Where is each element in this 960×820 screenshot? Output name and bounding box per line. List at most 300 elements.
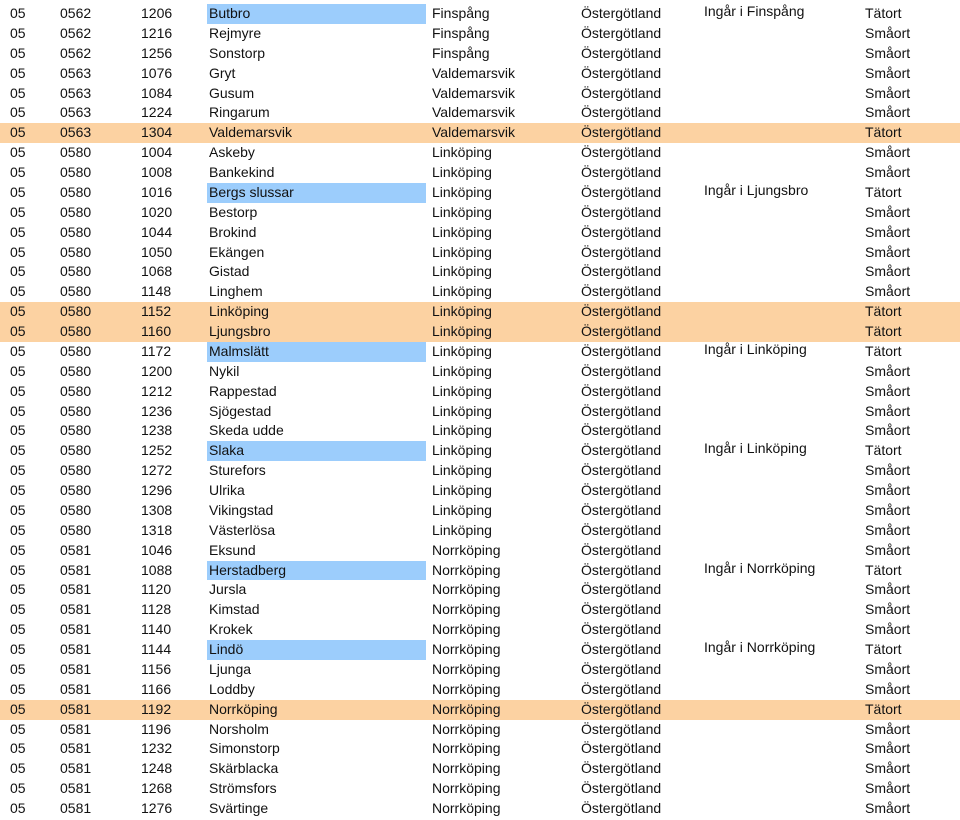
county-cell: Östergötland	[581, 800, 662, 816]
municipality-code-cell: 0580	[60, 442, 92, 459]
locality-type-cell: Tätort	[865, 5, 902, 21]
table-row	[0, 382, 960, 402]
county-code-cell: 05	[10, 521, 26, 538]
county-cell: Östergötland	[581, 501, 662, 518]
municipality-code-cell: 0580	[60, 183, 92, 200]
table-row	[0, 620, 960, 640]
county-cell: Östergötland	[581, 104, 662, 121]
municipality-cell: Linköping	[432, 482, 492, 498]
county-code-cell: 05	[10, 581, 26, 598]
locality-code-cell: 1296	[141, 482, 173, 498]
county-code-cell: 05	[10, 780, 26, 797]
county-code-cell: 05	[10, 144, 26, 161]
county-code-cell: 05	[10, 601, 26, 618]
locality-code-cell: 1076	[141, 64, 173, 81]
locality-code-cell: 1128	[141, 601, 172, 618]
locality-type-cell: Småort	[865, 382, 911, 399]
municipality-cell: Norrköping	[432, 660, 501, 677]
municipality-cell: Linköping	[432, 323, 492, 339]
municipality-cell: Linköping	[432, 501, 492, 518]
county-cell: Östergötland	[581, 243, 662, 260]
county-code-cell: 05	[10, 203, 26, 220]
table-row	[0, 4, 960, 24]
county-cell: Östergötland	[581, 24, 662, 41]
table-row	[0, 322, 960, 342]
county-cell: Östergötland	[581, 84, 662, 101]
table-row	[0, 163, 960, 183]
county-code-cell: 05	[10, 561, 26, 578]
municipality-cell: Valdemarsvik	[432, 64, 515, 81]
locality-code-cell: 1248	[141, 760, 173, 777]
locality-name-cell: Krokek	[209, 621, 253, 638]
table-row	[0, 720, 960, 740]
locality-type-cell: Småort	[865, 482, 911, 498]
locality-name-cell: Herstadberg	[207, 561, 426, 581]
county-code-cell: 05	[10, 382, 26, 399]
county-code-cell: 05	[10, 303, 26, 320]
locality-type-cell: Småort	[865, 462, 911, 479]
county-code-cell: 05	[10, 660, 26, 677]
municipality-code-cell: 0563	[60, 124, 92, 141]
locality-code-cell: 1156	[141, 660, 172, 677]
locality-code-cell: 1088	[141, 561, 173, 578]
municipality-code-cell: 0580	[60, 223, 92, 240]
table-row	[0, 24, 960, 44]
locality-name-cell: Ljunga	[209, 660, 252, 677]
table-row	[0, 600, 960, 620]
county-cell: Östergötland	[581, 641, 662, 657]
county-code-cell: 05	[10, 263, 26, 280]
locality-type-cell: Småort	[865, 84, 911, 101]
county-cell: Östergötland	[581, 64, 662, 81]
locality-type-cell: Tätort	[865, 442, 902, 459]
locality-code-cell: 1272	[141, 462, 173, 479]
locality-name-cell: Valdemarsvik	[209, 124, 292, 141]
table-row	[0, 640, 960, 660]
locality-code-cell: 1166	[141, 680, 172, 697]
locality-code-cell: 1148	[141, 283, 172, 300]
locality-type-cell: Småort	[865, 621, 911, 638]
municipality-code-cell: 0580	[60, 323, 92, 339]
county-cell: Östergötland	[581, 44, 662, 61]
municipality-cell: Linköping	[432, 263, 492, 280]
municipality-code-cell: 0563	[60, 84, 92, 101]
municipality-code-cell: 0580	[60, 243, 92, 260]
note-cell: Ingår i Norrköping	[704, 639, 816, 655]
locality-name-cell: Ringarum	[209, 104, 270, 121]
table-row	[0, 262, 960, 282]
county-code-cell: 05	[10, 501, 26, 518]
locality-code-cell: 1044	[141, 223, 173, 240]
county-cell: Östergötland	[581, 303, 662, 320]
locality-type-cell: Småort	[865, 223, 911, 240]
table-row	[0, 501, 960, 521]
county-cell: Östergötland	[581, 342, 662, 359]
county-cell: Östergötland	[581, 720, 662, 737]
locality-code-cell: 1140	[141, 621, 172, 638]
municipality-cell: Linköping	[432, 382, 492, 399]
municipality-code-cell: 0580	[60, 362, 92, 379]
locality-type-cell: Tätort	[865, 124, 902, 141]
county-code-cell: 05	[10, 442, 26, 459]
table-row	[0, 203, 960, 223]
table-row	[0, 64, 960, 84]
locality-name-cell: Svärtinge	[209, 800, 269, 816]
county-code-cell: 05	[10, 720, 26, 737]
locality-name-cell: Nykil	[209, 362, 240, 379]
municipality-cell: Valdemarsvik	[432, 84, 515, 101]
municipality-code-cell: 0562	[60, 44, 92, 61]
locality-name-cell: Gusum	[209, 84, 255, 101]
county-cell: Östergötland	[581, 382, 662, 399]
table-row	[0, 759, 960, 779]
locality-type-cell: Tätort	[865, 561, 902, 578]
locality-code-cell: 1172	[141, 342, 172, 359]
county-code-cell: 05	[10, 183, 26, 200]
locality-name-cell: Norsholm	[209, 720, 269, 737]
locality-type-cell: Småort	[865, 541, 911, 558]
locality-type-cell: Småort	[865, 501, 911, 518]
locality-name-cell: Sturefors	[209, 462, 266, 479]
municipality-cell: Linköping	[432, 183, 492, 200]
table-row	[0, 481, 960, 501]
county-cell: Östergötland	[581, 521, 662, 538]
table-row	[0, 739, 960, 759]
municipality-cell: Linköping	[432, 243, 492, 260]
locality-code-cell: 1192	[141, 700, 172, 717]
municipality-cell: Norrköping	[432, 680, 501, 697]
county-cell: Östergötland	[581, 402, 662, 419]
locality-type-cell: Småort	[865, 203, 911, 220]
table-row	[0, 700, 960, 720]
locality-name-cell: Bergs slussar	[207, 183, 426, 203]
county-cell: Östergötland	[581, 660, 662, 677]
locality-table	[0, 4, 960, 819]
locality-code-cell: 1212	[141, 382, 173, 399]
county-cell: Östergötland	[581, 700, 662, 717]
locality-code-cell: 1004	[141, 144, 173, 161]
county-code-cell: 05	[10, 621, 26, 638]
municipality-cell: Norrköping	[432, 720, 501, 737]
municipality-code-cell: 0580	[60, 203, 92, 220]
locality-type-cell: Småort	[865, 800, 911, 816]
note-cell: Ingår i Norrköping	[704, 559, 816, 576]
locality-type-cell: Småort	[865, 780, 911, 797]
table-row	[0, 123, 960, 143]
county-cell: Östergötland	[581, 740, 662, 757]
note-cell: Ingår i Finspång	[704, 3, 805, 19]
municipality-code-cell: 0580	[60, 164, 92, 180]
county-code-cell: 05	[10, 243, 26, 260]
county-cell: Östergötland	[581, 442, 662, 459]
locality-type-cell: Småort	[865, 601, 911, 618]
locality-name-cell: Skeda udde	[209, 422, 284, 439]
locality-type-cell: Småort	[865, 164, 911, 180]
locality-name-cell: Ljungsbro	[209, 323, 271, 339]
locality-name-cell: Kimstad	[209, 601, 260, 618]
county-code-cell: 05	[10, 84, 26, 101]
municipality-cell: Linköping	[432, 362, 492, 379]
county-cell: Östergötland	[581, 482, 662, 498]
municipality-cell: Linköping	[432, 144, 492, 161]
county-cell: Östergötland	[581, 760, 662, 777]
county-code-cell: 05	[10, 800, 26, 816]
county-cell: Östergötland	[581, 780, 662, 797]
municipality-code-cell: 0580	[60, 342, 92, 359]
locality-type-cell: Småort	[865, 243, 911, 260]
county-cell: Östergötland	[581, 164, 662, 180]
locality-type-cell: Småort	[865, 263, 911, 280]
county-code-cell: 05	[10, 760, 26, 777]
locality-code-cell: 1200	[141, 362, 173, 379]
county-code-cell: 05	[10, 680, 26, 697]
locality-name-cell: Gryt	[209, 64, 236, 81]
locality-code-cell: 1256	[141, 44, 173, 61]
locality-code-cell: 1016	[141, 183, 173, 200]
municipality-cell: Norrköping	[432, 641, 501, 657]
table-row	[0, 362, 960, 382]
county-code-cell: 05	[10, 462, 26, 479]
county-cell: Östergötland	[581, 680, 662, 697]
locality-name-cell: Bankekind	[209, 164, 275, 180]
municipality-cell: Finspång	[432, 44, 490, 61]
county-cell: Östergötland	[581, 362, 662, 379]
municipality-code-cell: 0581	[60, 720, 92, 737]
municipality-code-cell: 0580	[60, 382, 92, 399]
municipality-code-cell: 0580	[60, 521, 92, 538]
locality-code-cell: 1238	[141, 422, 173, 439]
locality-type-cell: Småort	[865, 660, 911, 677]
municipality-cell: Linköping	[432, 223, 492, 240]
locality-name-cell: Malmslätt	[207, 342, 426, 362]
locality-type-cell: Småort	[865, 422, 911, 439]
municipality-code-cell: 0581	[60, 541, 92, 558]
municipality-code-cell: 0581	[60, 641, 92, 657]
municipality-cell: Norrköping	[432, 740, 501, 757]
county-code-cell: 05	[10, 482, 26, 498]
note-cell: Ingår i Linköping	[704, 440, 807, 457]
county-cell: Östergötland	[581, 621, 662, 638]
county-cell: Östergötland	[581, 183, 662, 200]
municipality-cell: Linköping	[432, 203, 492, 220]
table-row	[0, 183, 960, 203]
locality-type-cell: Småort	[865, 720, 911, 737]
county-code-cell: 05	[10, 402, 26, 419]
locality-name-cell: Vikingstad	[209, 501, 274, 518]
note-cell: Ingår i Ljungsbro	[704, 181, 809, 198]
municipality-code-cell: 0581	[60, 740, 92, 757]
municipality-cell: Linköping	[432, 442, 492, 459]
locality-type-cell: Småort	[865, 402, 911, 419]
table-row	[0, 243, 960, 263]
county-code-cell: 05	[10, 44, 26, 61]
locality-code-cell: 1120	[141, 581, 172, 598]
table-row	[0, 660, 960, 680]
table-row	[0, 282, 960, 302]
county-cell: Östergötland	[581, 541, 662, 558]
locality-code-cell: 1236	[141, 402, 173, 419]
county-code-cell: 05	[10, 24, 26, 41]
municipality-cell: Finspång	[432, 5, 490, 21]
table-row	[0, 342, 960, 362]
locality-name-cell: Norrköping	[209, 700, 278, 717]
locality-type-cell: Tätort	[865, 342, 902, 359]
locality-name-cell: Butbro	[207, 4, 426, 24]
locality-name-cell: Brokind	[209, 223, 257, 240]
municipality-cell: Linköping	[432, 164, 492, 180]
municipality-cell: Linköping	[432, 342, 492, 359]
table-row	[0, 799, 960, 819]
county-code-cell: 05	[10, 283, 26, 300]
locality-type-cell: Småort	[865, 283, 911, 300]
municipality-code-cell: 0581	[60, 601, 92, 618]
locality-type-cell: Småort	[865, 44, 911, 61]
locality-name-cell: Bestorp	[209, 203, 258, 220]
locality-code-cell: 1206	[141, 5, 173, 21]
locality-code-cell: 1216	[141, 24, 173, 41]
locality-name-cell: Simonstorp	[209, 740, 280, 757]
table-row	[0, 541, 960, 561]
locality-name-cell: Loddby	[209, 680, 255, 697]
locality-name-cell: Eksund	[209, 541, 256, 558]
locality-name-cell: Linghem	[209, 283, 263, 300]
municipality-cell: Valdemarsvik	[432, 124, 515, 141]
county-code-cell: 05	[10, 541, 26, 558]
locality-type-cell: Småort	[865, 24, 911, 41]
county-cell: Östergötland	[581, 601, 662, 618]
table-row	[0, 143, 960, 163]
table-row	[0, 580, 960, 600]
locality-type-cell: Småort	[865, 581, 911, 598]
locality-type-cell: Småort	[865, 680, 911, 697]
locality-code-cell: 1268	[141, 780, 173, 797]
locality-type-cell: Småort	[865, 64, 911, 81]
locality-name-cell: Slaka	[207, 441, 426, 461]
municipality-code-cell: 0581	[60, 680, 92, 697]
municipality-cell: Linköping	[432, 521, 492, 538]
municipality-code-cell: 0581	[60, 581, 92, 598]
table-row	[0, 84, 960, 104]
table-row	[0, 223, 960, 243]
county-code-cell: 05	[10, 124, 26, 141]
table-row	[0, 103, 960, 123]
locality-code-cell: 1050	[141, 243, 173, 260]
municipality-cell: Valdemarsvik	[432, 104, 515, 121]
locality-type-cell: Småort	[865, 760, 911, 777]
county-cell: Östergötland	[581, 263, 662, 280]
table-row	[0, 441, 960, 461]
municipality-code-cell: 0581	[60, 660, 92, 677]
county-code-cell: 05	[10, 323, 26, 339]
locality-type-cell: Småort	[865, 740, 911, 757]
table-row	[0, 421, 960, 441]
locality-type-cell: Småort	[865, 362, 911, 379]
table-row	[0, 44, 960, 64]
locality-name-cell: Rejmyre	[209, 24, 262, 41]
municipality-cell: Finspång	[432, 24, 490, 41]
municipality-cell: Norrköping	[432, 541, 501, 558]
municipality-cell: Linköping	[432, 422, 492, 439]
locality-type-cell: Småort	[865, 521, 911, 538]
locality-code-cell: 1144	[141, 641, 172, 657]
table-row	[0, 302, 960, 322]
municipality-cell: Norrköping	[432, 800, 501, 816]
locality-name-cell: Gistad	[209, 263, 250, 280]
municipality-code-cell: 0581	[60, 561, 92, 578]
municipality-code-cell: 0580	[60, 462, 92, 479]
municipality-code-cell: 0581	[60, 760, 92, 777]
county-cell: Östergötland	[581, 323, 662, 339]
county-code-cell: 05	[10, 740, 26, 757]
county-code-cell: 05	[10, 641, 26, 657]
county-cell: Östergötland	[581, 124, 662, 141]
locality-name-cell: Sjögestad	[209, 402, 272, 419]
county-code-cell: 05	[10, 342, 26, 359]
county-cell: Östergötland	[581, 203, 662, 220]
municipality-cell: Norrköping	[432, 561, 501, 578]
locality-code-cell: 1046	[141, 541, 173, 558]
locality-name-cell: Strömsfors	[209, 780, 277, 797]
locality-type-cell: Tätort	[865, 323, 902, 339]
county-code-cell: 05	[10, 223, 26, 240]
locality-code-cell: 1252	[141, 442, 173, 459]
table-row	[0, 521, 960, 541]
county-cell: Östergötland	[581, 422, 662, 439]
county-cell: Östergötland	[581, 223, 662, 240]
locality-code-cell: 1304	[141, 124, 173, 141]
municipality-code-cell: 0580	[60, 283, 92, 300]
table-row	[0, 561, 960, 581]
table-row	[0, 779, 960, 799]
municipality-cell: Norrköping	[432, 581, 501, 598]
table-row	[0, 680, 960, 700]
municipality-code-cell: 0580	[60, 303, 92, 320]
municipality-code-cell: 0563	[60, 104, 92, 121]
locality-code-cell: 1276	[141, 800, 173, 816]
locality-name-cell: Ekängen	[209, 243, 265, 260]
municipality-cell: Linköping	[432, 303, 492, 320]
municipality-code-cell: 0562	[60, 5, 92, 21]
municipality-cell: Norrköping	[432, 700, 501, 717]
table-row	[0, 461, 960, 481]
county-code-cell: 05	[10, 104, 26, 121]
municipality-code-cell: 0580	[60, 422, 92, 439]
locality-type-cell: Tätort	[865, 303, 902, 320]
county-code-cell: 05	[10, 164, 26, 180]
locality-code-cell: 1160	[141, 323, 172, 339]
locality-type-cell: Småort	[865, 144, 911, 161]
municipality-code-cell: 0581	[60, 621, 92, 638]
municipality-code-cell: 0581	[60, 780, 92, 797]
municipality-code-cell: 0581	[60, 700, 92, 717]
county-code-cell: 05	[10, 362, 26, 379]
locality-name-cell: Västerlösa	[209, 521, 276, 538]
locality-code-cell: 1152	[141, 303, 172, 320]
locality-code-cell: 1318	[141, 521, 173, 538]
county-cell: Östergötland	[581, 581, 662, 598]
municipality-code-cell: 0581	[60, 800, 92, 816]
locality-name-cell: Lindö	[207, 640, 426, 660]
municipality-code-cell: 0580	[60, 501, 92, 518]
locality-name-cell: Sonstorp	[209, 44, 266, 61]
locality-type-cell: Tätort	[865, 183, 902, 200]
locality-name-cell: Askeby	[209, 144, 255, 161]
county-code-cell: 05	[10, 64, 26, 81]
locality-name-cell: Ulrika	[209, 482, 245, 498]
county-code-cell: 05	[10, 422, 26, 439]
county-cell: Östergötland	[581, 5, 662, 21]
locality-name-cell: Skärblacka	[209, 760, 279, 777]
